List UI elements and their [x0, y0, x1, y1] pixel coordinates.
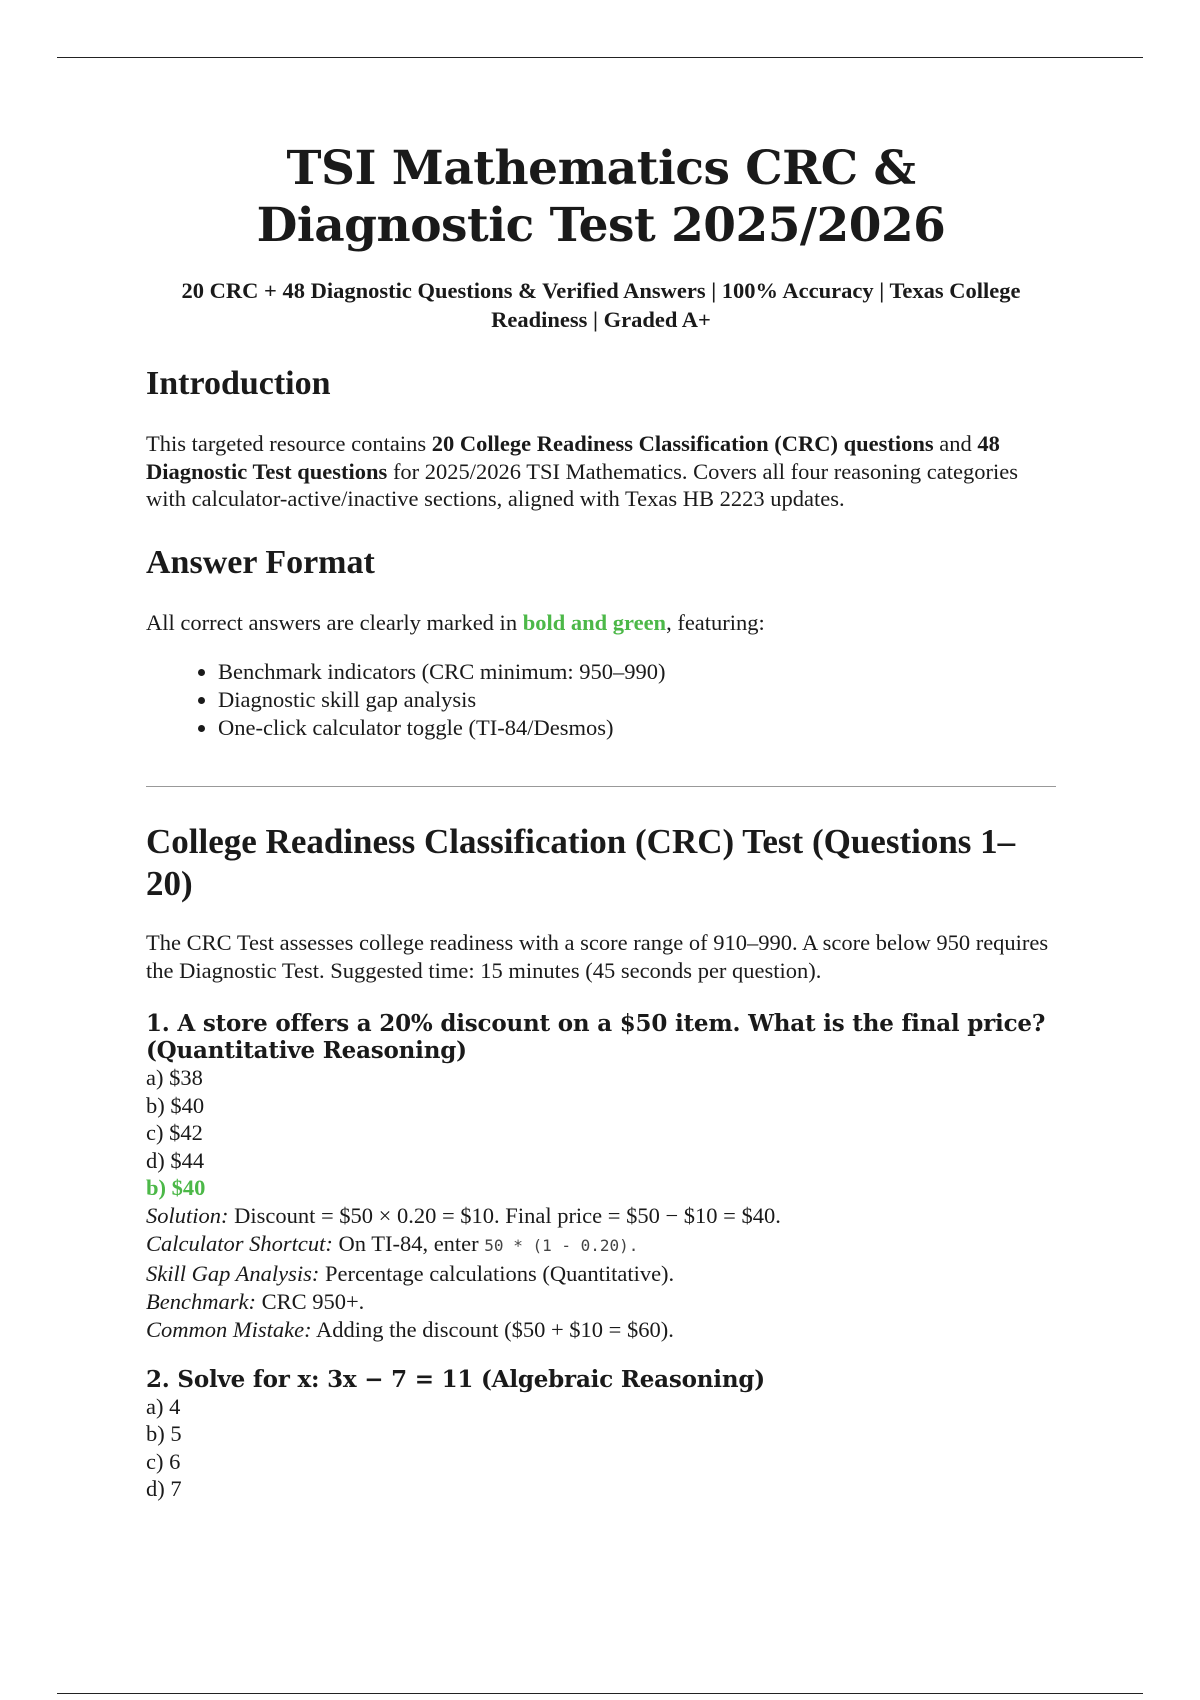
question-1-skill-gap: [146, 1260, 1056, 1288]
answer-format-text-2: , featuring:: [666, 609, 765, 635]
document-page: [146, 140, 1056, 1503]
answer-format-text-1: All correct answers are clearly marked in: [146, 609, 523, 635]
question-1-option-d: d) $44: [146, 1147, 205, 1173]
list-item: • One-click calculator toggle (TI-84/Desmos): [218, 714, 1056, 742]
document-title: TSI Mathematics CRC & Diagnostic Test 2025/2026: [256, 141, 946, 253]
intro-bold-diagnostic: 48 Diagnostic Test questions: [146, 431, 1000, 484]
question-2-option-d: d) 7: [146, 1476, 182, 1501]
question-1-option-a: a) $38: [146, 1065, 203, 1090]
bottom-rule: [57, 1693, 1143, 1694]
skill-gap-text: Percentage calculations (Quantitative).: [319, 1260, 675, 1286]
answer-format-list: [146, 658, 1056, 742]
introduction-heading: Introduction: [146, 365, 331, 402]
intro-text-2: and: [933, 431, 978, 456]
intro-bold-crc: 20 College Readiness Classification (CRC) questions: [431, 431, 934, 456]
calculator-label: Calculator Shortcut:: [146, 1230, 333, 1256]
common-mistake-label: Common Mistake:: [146, 1316, 312, 1342]
question-1-option-c: c) $42: [146, 1120, 203, 1145]
intro-text-3: for 2025/2026 TSI Mathematics. Covers all four reasoning categories with calculator-active/inactive sections, aligned with Texas HB 2223 updates.: [146, 458, 1018, 511]
benchmark-label: Benchmark:: [146, 1288, 256, 1314]
answer-format-green-text: bold and green: [522, 609, 667, 635]
calculator-code: 50 * (1 - 0.20).: [484, 1235, 639, 1255]
question-2-option-a: a) 4: [146, 1393, 181, 1419]
question-1-calculator-shortcut: [146, 1230, 1056, 1260]
crc-intro-paragraph: The CRC Test assesses college readiness with a score range of 910–990. A score below 950 requires the Diagnostic Test. Suggested time: 15 minutes (45 seconds per question).: [146, 930, 1049, 983]
question-1-title: 1. A store offers a 20% discount on a $50 item. What is the final price? (Quantitative Reasoning): [146, 1010, 1046, 1064]
question-1-common-mistake: [146, 1316, 1056, 1344]
answer-format-paragraph: [146, 609, 1056, 637]
question-1-answer: b) $40: [146, 1175, 206, 1200]
list-item: • Benchmark indicators (CRC minimum: 950–990): [218, 658, 1056, 686]
calculator-text: On TI-84, enter: [332, 1230, 485, 1256]
common-mistake-text: Adding the discount ($50 + $10 = $60).: [311, 1316, 674, 1342]
question-2-title: 2. Solve for x: 3x − 7 = 11 (Algebraic Reasoning): [146, 1365, 765, 1393]
solution-text: Discount = $50 × 0.20 = $10. Final price = $50 − $10 = $40.: [228, 1202, 781, 1228]
section-divider: [146, 786, 1056, 787]
introduction-paragraph: [146, 430, 1056, 513]
solution-label: Solution:: [146, 1202, 229, 1228]
skill-gap-label: Skill Gap Analysis:: [146, 1260, 320, 1286]
question-1-option-b: b) $40: [146, 1092, 205, 1118]
question-2-option-c: c) 6: [146, 1448, 181, 1474]
benchmark-text: CRC 950+.: [255, 1288, 365, 1314]
question-1-benchmark: [146, 1288, 1056, 1316]
question-1-solution: [146, 1202, 1056, 1230]
list-item: • Diagnostic skill gap analysis: [218, 686, 1056, 714]
crc-heading: College Readiness Classification (CRC) Test (Questions 1–20): [146, 822, 1016, 903]
answer-format-heading: Answer Format: [146, 543, 375, 581]
intro-text-1: This targeted resource contains: [146, 431, 432, 456]
question-2-option-b: b) 5: [146, 1421, 182, 1446]
document-subtitle: 20 CRC + 48 Diagnostic Questions & Verified Answers | 100% Accuracy | Texas College Readiness | Graded A+: [181, 278, 1021, 332]
top-rule: [57, 57, 1143, 58]
